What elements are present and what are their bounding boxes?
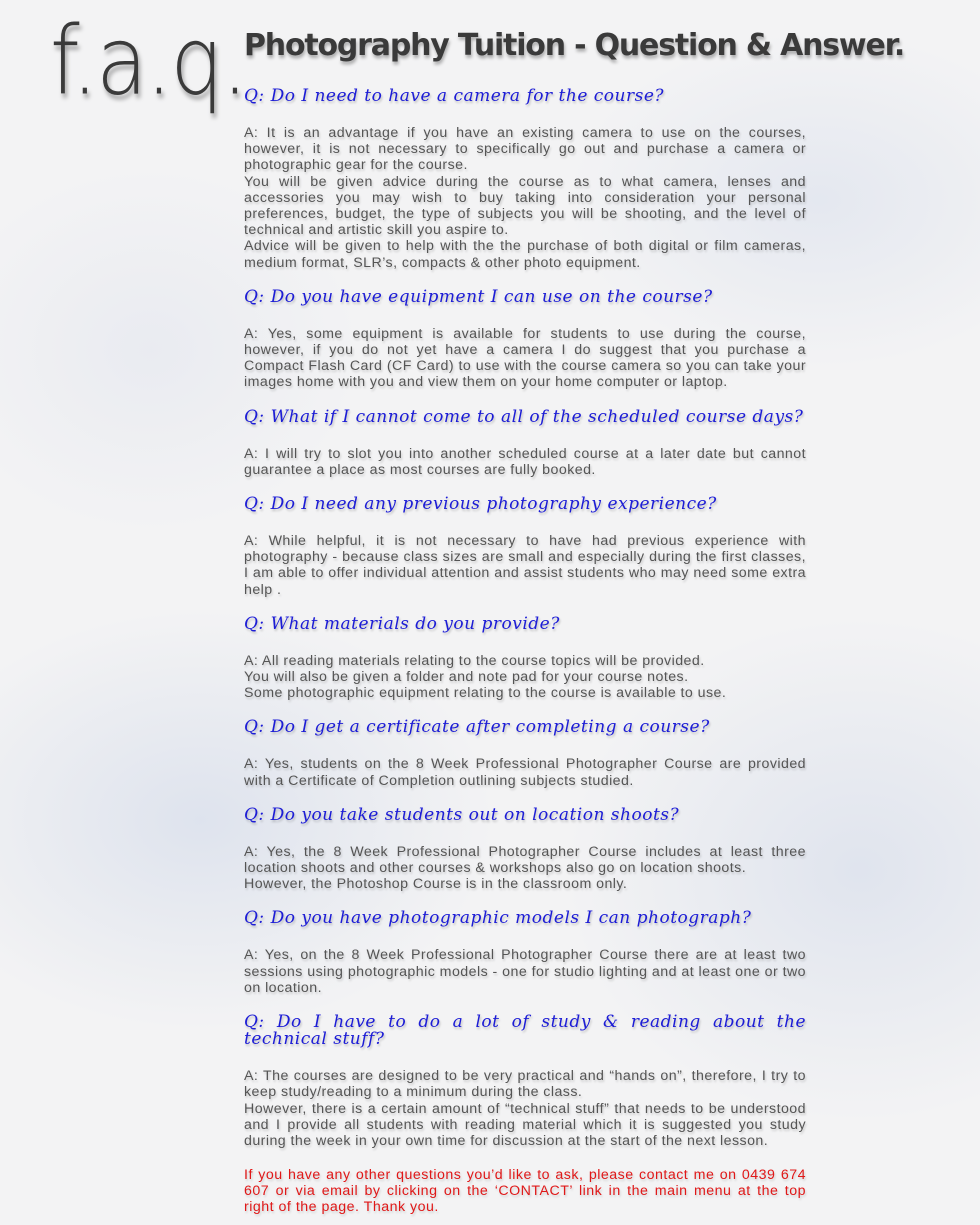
- faq-answer: [244, 446, 806, 478]
- faq-item: [244, 613, 806, 702]
- faq-item: [244, 406, 806, 478]
- faq-question: Q: What materials do you provide?: [244, 613, 560, 634]
- faq-item: [244, 910, 806, 996]
- faq-answer: [244, 947, 806, 996]
- answer-paragraph: Advice will be given to help with the the purchase of both digital or film cameras, medium format, SLR’s, compacts & other photo equipment.: [244, 238, 806, 271]
- answer-paragraph: A: Yes, on the 8 Week Professional Photographer Course there are at least two sessions using photographic models - one for studio lighting and at least one or two on location.: [244, 947, 806, 996]
- faq-item: [244, 1014, 806, 1149]
- faq-question: Q: Do I need to have a camera for the course?: [244, 86, 665, 106]
- faq-question: Q: Do you have equipment I can use on the course?: [244, 286, 713, 307]
- faq-question: Q: Do you take students out on location shoots?: [244, 804, 680, 825]
- faq-item: [244, 88, 806, 271]
- answer-paragraph: A: All reading materials relating to the course topics will be provided.: [244, 652, 705, 669]
- faq-answer: [244, 326, 806, 391]
- answer-paragraph: A: It is an advantage if you have an existing camera to use on the courses, however, it is not necessary to specifically go out and purchase a camera or photographic gear for the course.: [244, 125, 806, 174]
- faq-logo: f.a.q.: [50, 6, 247, 116]
- answer-paragraph: Some photographic equipment relating to the course is available to use.: [244, 685, 727, 702]
- page-title: Photography Tuition - Question & Answer.: [244, 28, 905, 63]
- answer-paragraph: However, the Photoshop Course is in the classroom only.: [244, 876, 628, 893]
- answer-paragraph: A: Yes, the 8 Week Professional Photographer Course includes at least three location shoots and other courses & workshops also go on location shoots.: [244, 843, 806, 877]
- answer-paragraph: A: The courses are designed to be very practical and “hands on”, therefore, I try to keep study/reading to a minimum during the class.: [244, 1068, 806, 1101]
- answer-paragraph: A: Yes, students on the 8 Week Professional Photographer Course are provided with a Certificate of Completion outlining subjects studied.: [244, 756, 806, 789]
- answer-paragraph: However, there is a certain amount of “technical stuff” that needs to be understood and I provide all students with reading material which it is suggested you study during the week in your own time for discussion at the start of the next lesson.: [244, 1100, 806, 1149]
- faq-item: [244, 719, 806, 788]
- faq-answer: [244, 533, 806, 598]
- contact-note: If you have any other questions you’d like to ask, please contact me on 0439 674 607 or via email by clicking on the ‘CONTACT’ link in the main menu at the top right of the page. Thank you.: [244, 1167, 806, 1216]
- answer-paragraph: A: While helpful, it is not necessary to have had previous experience with photography - because class sizes are small and especially during the first classes, I am able to offer individual attention and assist students who may need some extra help .: [244, 533, 806, 598]
- answer-paragraph: A: I will try to slot you into another scheduled course at a later date but cannot guarantee a place as most courses are fully booked.: [244, 445, 806, 478]
- faq-question: Q: Do I have to do a lot of study & reading about the technical stuff?: [244, 1012, 806, 1050]
- faq-question: Q: Do I get a certificate after completing a course?: [244, 717, 710, 738]
- faq-answer: [244, 1068, 806, 1149]
- faq-item: [244, 804, 806, 893]
- faq-question: Q: What if I cannot come to all of the scheduled course days?: [244, 406, 804, 427]
- faq-question: Q: Do you have photographic models I can photograph?: [244, 908, 752, 929]
- answer-paragraph: A: Yes, some equipment is available for students to use during the course, however, if you do not yet have a camera I do suggest that you purchase a Compact Flash Card (CF Card) to use with the course camera so you can take your images home with you and view them on your home computer or laptop.: [244, 325, 806, 391]
- faq-answer: [244, 653, 806, 702]
- faq-question: Q: Do I need any previous photography experience?: [244, 494, 717, 515]
- faq-answer: [244, 125, 806, 271]
- faq-content: [244, 26, 905, 1216]
- faq-answer: [244, 844, 806, 893]
- faq-answer: [244, 756, 806, 788]
- answer-paragraph: You will be given advice during the course as to what camera, lenses and accessories you may wish to buy taking into consideration your personal preferences, budget, the type of subjects you will be shooting, and the level of technical and artistic skill you aspire to.: [244, 173, 806, 239]
- answer-paragraph: You will also be given a folder and note pad for your course notes.: [244, 669, 689, 686]
- faq-item: [244, 496, 806, 598]
- faq-item: [244, 286, 806, 391]
